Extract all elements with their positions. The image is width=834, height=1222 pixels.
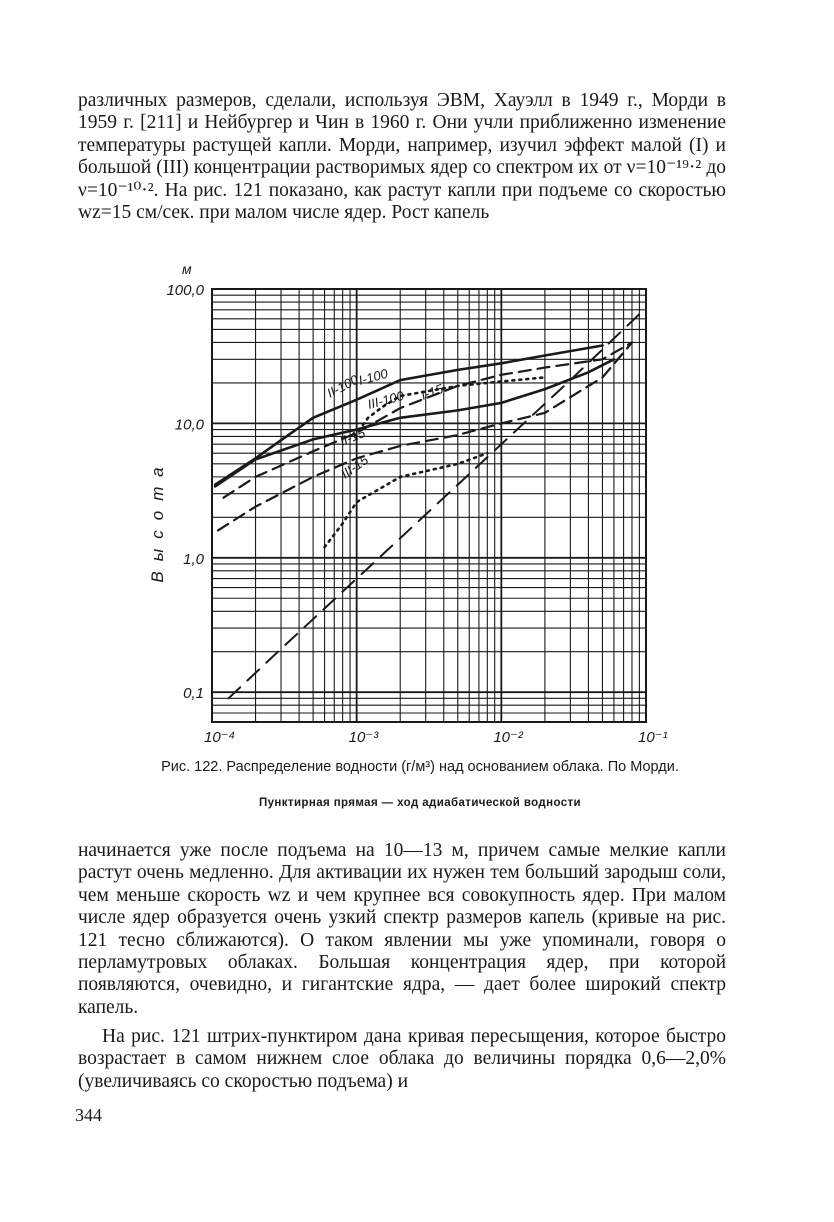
page-number: 344	[75, 1105, 102, 1125]
y-unit-label: м	[182, 261, 192, 277]
paragraph-bottom-1: начинается уже после подъема на 10—13 м, причем самые мелкие капли растут очень медленно. Для активации их нужен тем больший зародыш соли, чем меньше скорость wz и чем крупнее вся совокупность ядер. При малом числе ядер образуется очень узкий спектр размеров капель (кривые на рис. 121 тесно сближаются). О таком явлении мы уже упоминали, говоря о перламутровых облаках. Большая концентрация ядер, при которой появляются, очевидно, и гигантские ядра, — дает более широкий спектр капель.	[78, 840, 726, 1018]
y-tick-label: 1,0	[183, 550, 204, 568]
curve-label: II-100	[324, 371, 361, 401]
chart-series-layer	[215, 314, 639, 698]
figure-caption: Рис. 122. Распределение водности (г/м³) над основанием облака. По Морди.	[161, 759, 679, 775]
y-axis-label: Высота	[148, 457, 167, 583]
curve-label: II-15	[337, 425, 368, 449]
chart-frame	[212, 289, 646, 722]
x-tick-label: 10⁻³	[348, 729, 379, 746]
paragraph-top: различных размеров, сделали, используя ЭВМ, Хауэлл в 1949 г., Морди в 1959 г. [211] и Нейбургер и Чин в 1960 г. Они учли приближенно изменение температуры растущей капли. Морди, например, изучил эффект малой (I) и большой (III) концентрации растворимых ядер со спектром их от ν=10⁻¹⁹·² до ν=10⁻¹⁰·². На рис. 121 показано, как растут капли при подъеме со скоростью wz=15 см/сек. при малом числе ядер. Рост капель	[78, 90, 726, 224]
series-line-adiabatic	[229, 314, 640, 698]
paragraph-bottom-2: На рис. 121 штрих-пунктиром дана кривая пересыщения, которое быстро возрастает в самом нижнем слое облака до величины порядка 0,6—2,0% (увеличиваясь со скоростью подъема) и	[78, 1026, 726, 1092]
x-tick-label: 10⁻¹	[638, 729, 668, 746]
x-tick-label: 10⁻⁴	[204, 729, 236, 746]
curve-label: III-15	[338, 452, 371, 482]
x-tick-label: 10⁻²	[493, 729, 523, 746]
curve-label: III-100	[365, 387, 406, 412]
y-tick-label: 0,1	[183, 685, 204, 703]
y-tick-label: 10,0	[174, 416, 204, 434]
chart-grid	[212, 289, 646, 722]
figure-caption-note: Пунктирная прямая — ход адиабатической водности	[258, 797, 582, 809]
y-tick-label: 100,0	[166, 282, 204, 299]
curve-label: I-100	[356, 365, 390, 388]
curve-label: I-15	[418, 381, 446, 403]
chart-labels	[148, 261, 668, 746]
